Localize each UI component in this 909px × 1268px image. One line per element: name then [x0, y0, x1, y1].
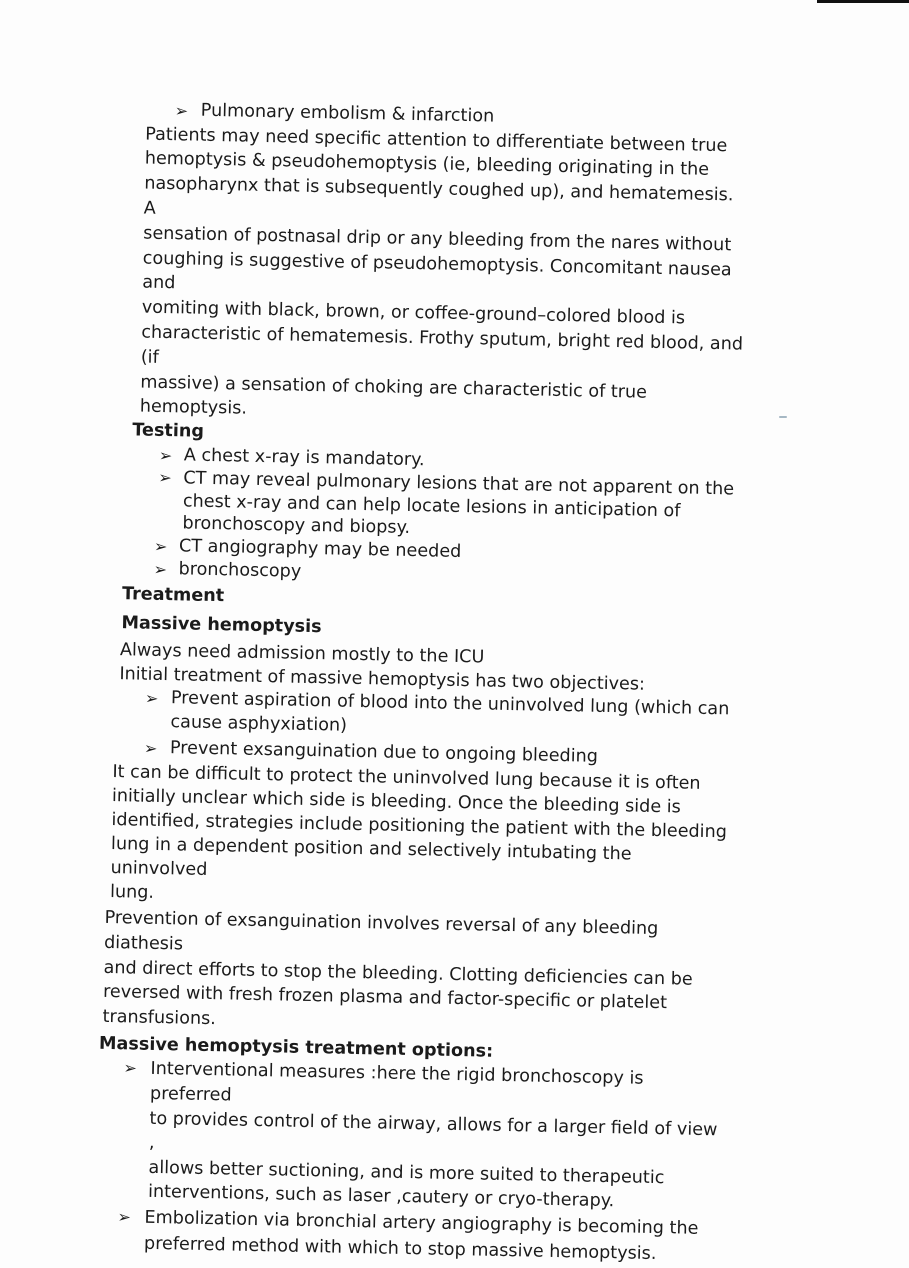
arrow-bullet-icon: ➢: [158, 445, 173, 465]
intro-paragraph: Patients may need specific attention to differentiate between true hemoptysis & pseudohemoptysis (ie, bleeding originating in the nasopharynx that is subsequently coughed up), and hematemesis. A sensation of postnasal drip or any bleeding from the nares without coughing is suggestive of pseudohemoptysis. Concomitant nausea and vomiting with black, brown, or coffee-ground–colored blood is characteristic of hematemesis. Frothy sputum, bright red blood, and (if massive) a sensation of choking are characteristic of true hemoptysis.: [139, 124, 744, 420]
list-item-text: Embolization via bronchial artery angiography is becoming the preferred method with which to stop massive hemoptysis.: [143, 1207, 699, 1265]
arrow-bullet-icon: ➢: [117, 1207, 132, 1227]
list-item-text: Interventional measures :here the rigid bronchoscopy is preferred to provides control of the airway, allows for a larger field of view , allows better suctioning, and is more suited to therapeutic interventions, such as laser ,cautery or cryo-therapy.: [147, 1059, 718, 1212]
scan-edge-mark: [817, 0, 909, 3]
testing-heading: Testing: [132, 420, 205, 442]
arrow-bullet-icon: ➢: [143, 738, 158, 759]
list-item-text: Pulmonary embolism & infarction: [200, 100, 495, 127]
document-page: [95, 98, 748, 1268]
arrow-bullet-icon: ➢: [123, 1058, 138, 1079]
admission-line: Always need admission mostly to the ICU: [119, 640, 485, 668]
treatment-options-heading: Massive hemoptysis treatment options:: [98, 1033, 494, 1062]
objectives-line: Initial treatment of massive hemoptysis has two objectives:: [119, 663, 646, 695]
protect-lung-paragraph: It can be difficult to protect the uninvolved lung because it is often initially unclear which side is bleeding. Once the bleeding side is identified, strategies include positioning the patient with the bleeding lung in a dependent position and selectively intubating the uninvolved lung.: [109, 761, 728, 903]
treatment-heading: Treatment: [121, 583, 225, 606]
arrow-bullet-icon: ➢: [153, 536, 168, 556]
arrow-bullet-icon: ➢: [153, 559, 168, 580]
arrow-bullet-icon: ➢: [158, 468, 172, 488]
list-item-text: Prevent aspiration of blood into the uninvolved lung (which can cause asphyxiation): [170, 688, 730, 736]
list-item: [117, 1204, 726, 1268]
list-item-text: CT angiography may be needed: [178, 535, 462, 562]
list-item-text: bronchoscopy: [178, 559, 302, 582]
arrow-bullet-icon: ➢: [144, 688, 159, 709]
list-item-text: CT may reveal pulmonary lesions that are not apparent on the chest x-ray and can help locate lesions in anticipation of bronchoscopy and biopsy.: [182, 468, 735, 539]
massive-hemoptysis-heading: Massive hemoptysis: [121, 613, 322, 638]
list-item-text: Prevent exsanguination due to ongoing bleeding: [169, 738, 599, 768]
list-item-text: A chest x-ray is mandatory.: [183, 445, 425, 470]
arrow-bullet-icon: ➢: [174, 101, 189, 121]
list-item: [157, 467, 740, 546]
scan-smudge: [779, 416, 787, 418]
prevention-paragraph: Prevention of exsanguination involves reversal of any bleeding diathesis and direct efforts to stop the bleeding. Clotting deficiencies can be reversed with fresh frozen plasma and factor-specific or platelet transfusions.: [102, 907, 693, 1030]
list-item: [121, 1057, 729, 1217]
